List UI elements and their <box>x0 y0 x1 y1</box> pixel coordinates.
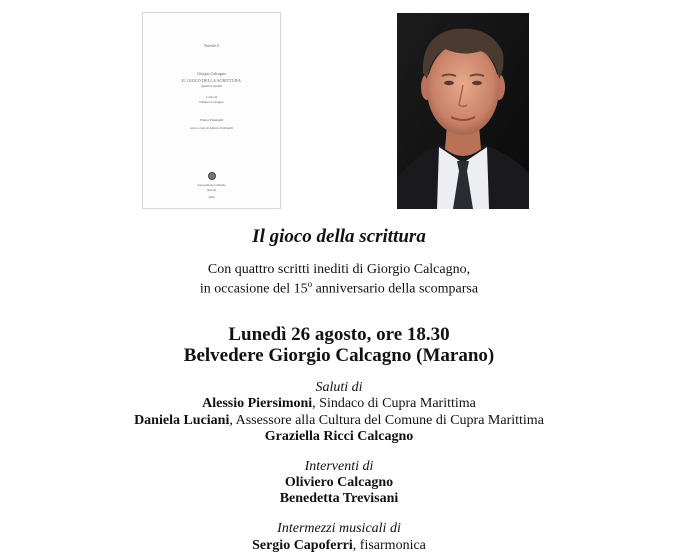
person-role: , Assessore alla Cultura del Comune di Cupra Marittima <box>229 413 544 428</box>
event-title: Il gioco della scrittura <box>252 226 426 247</box>
person-role: , Sindaco di Cupra Marittima <box>312 396 476 411</box>
person-name: Alessio Piersimoni <box>202 396 313 411</box>
saluti-heading: Saluti di <box>315 380 363 395</box>
book-contributor: Walter Pulsinelli <box>199 118 224 122</box>
person-name: Sergio Capoferri <box>252 538 353 553</box>
intermezzi-person <box>0 538 678 554</box>
book-series: Nuvole 2 <box>204 43 219 48</box>
book-author: Giorgio Calcagno <box>197 71 226 76</box>
book-publisher: Associazione Culturale <box>197 183 226 187</box>
subtitle-part: anniversario della scomparsa <box>312 281 479 297</box>
saluti-person <box>0 396 678 412</box>
subtitle-part: in occasione del 15 <box>199 281 308 297</box>
book-publisher-name: Nuvole <box>207 188 216 192</box>
portrait-photo <box>397 13 529 209</box>
book-editor-label: a cura di <box>205 95 218 99</box>
book-editor: Oliviero Calcagno <box>199 100 224 104</box>
book-subtitle: Quattro inediti <box>201 84 222 88</box>
subtitle-superscript: o <box>307 279 313 289</box>
intermezzi-heading: Intermezzi musicali di <box>277 521 401 536</box>
event-subtitle-line2 <box>0 279 678 298</box>
book-year: 2024 <box>208 195 215 199</box>
saluti-person <box>0 413 678 429</box>
saluti-person: Graziella Ricci Calcagno <box>264 429 414 444</box>
book-cover <box>142 12 281 209</box>
event-place: Belvedere Giorgio Calcagno (Marano) <box>183 345 495 366</box>
interventi-person: Oliviero Calcagno <box>284 475 394 490</box>
event-subtitle-line1: Con quattro scritti inediti di Giorgio Calcagno, <box>207 262 471 277</box>
book-title: IL GIOCO DELLA SCRITTURA <box>181 78 242 83</box>
book-note: testo a cura di Alberto Pulsinelli <box>190 126 233 130</box>
publisher-seal-icon <box>208 172 216 180</box>
interventi-person: Benedetta Trevisani <box>279 491 399 506</box>
event-date: Lunedì 26 agosto, ore 18.30 <box>228 324 450 345</box>
person-name: Daniela Luciani <box>134 413 230 428</box>
person-role: , fisarmonica <box>352 538 426 553</box>
interventi-heading: Interventi di <box>304 459 374 474</box>
